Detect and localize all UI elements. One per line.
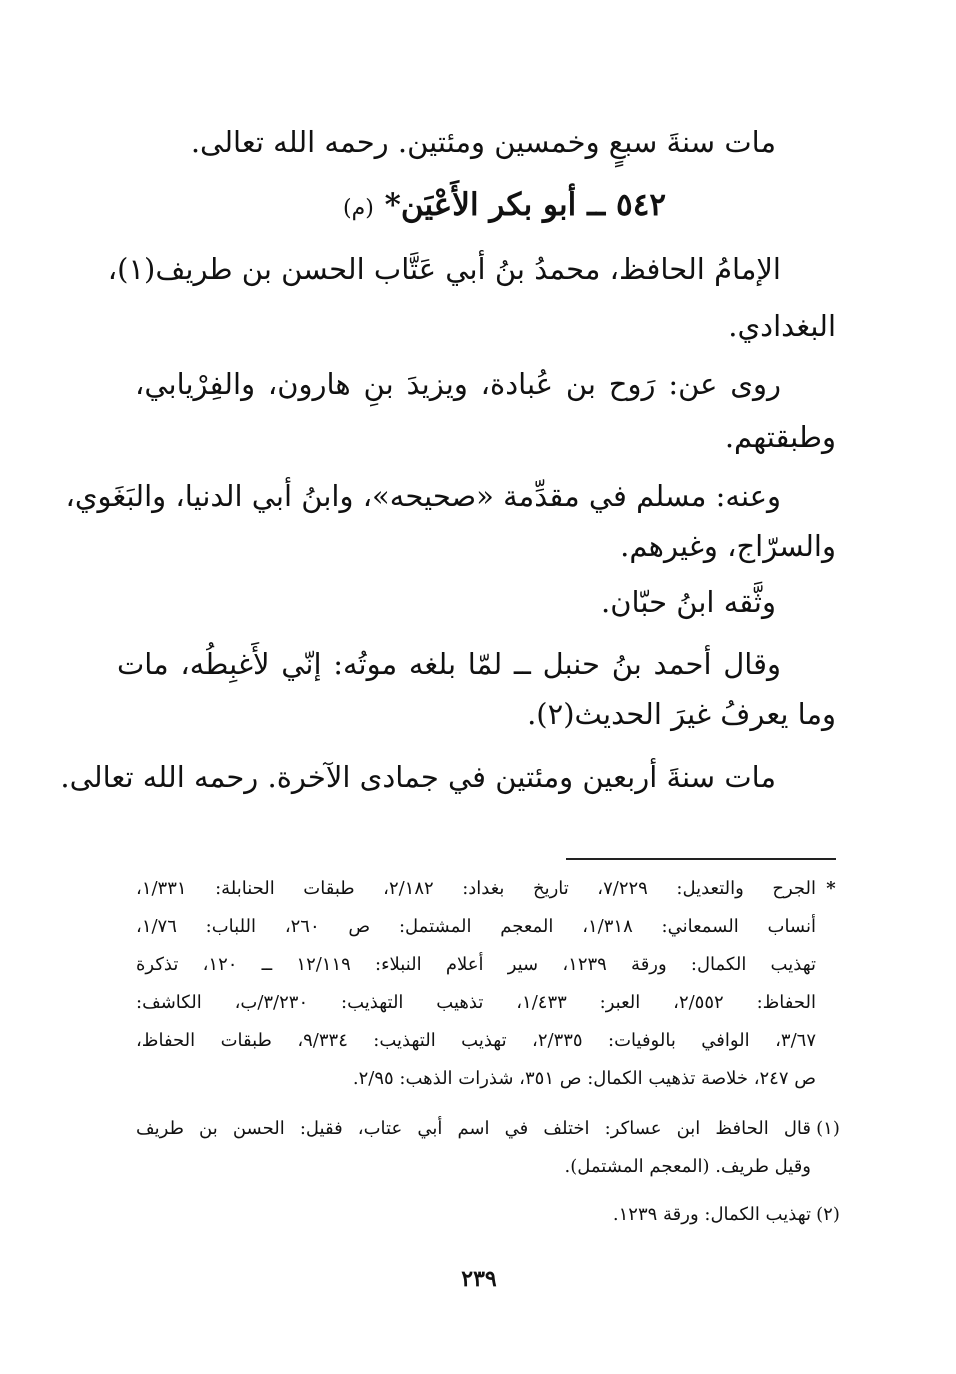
paragraph-6-line-1: مات سنةَ أربعين ومئتين في جمادى الآخرة. رحمه الله تعالى.: [60, 760, 776, 794]
entry-heading: [276, 187, 666, 223]
source-note-line-6: ص ٢٤٧، خلاصة تذهيب الكمال: ص ٣٥١، شذرات الذهب: ٢/٩٥.: [352, 1068, 816, 1089]
footnote-2-line-1: تهذيب الكمال: ورقة ١٢٣٩.: [612, 1204, 811, 1225]
paragraph-4-line-1: وثَّقه ابنُ حبّان.: [601, 585, 776, 619]
footnote-1-line-1: قال الحافظ ابن عساكر: اختلف في اسم أبي عتاب، فقيل: الحسن بن طريف: [136, 1118, 811, 1139]
source-note-line-3: تهذيب الكمال: ورقة ١٢٣٩، سير أعلام النبلاء: ١٢/١١٩ ــ ١٢٠، تذكرة: [136, 954, 816, 975]
entry-heading-title: ٥٤٢ ــ أبو بكر الأَعْيَن*: [384, 187, 666, 223]
footnote-1-marker: (١): [816, 1118, 840, 1139]
source-note-line-1: الجرح والتعديل: ٧/٢٢٩، تاريخ بغداد: ٢/١٨٢، طبقات الحنابلة: ١/٣٣١،: [136, 878, 817, 899]
footnote-separator: [566, 858, 836, 860]
opening-line: مات سنةَ سبعٍ وخمسين ومئتين. رحمه الله تعالى.: [190, 125, 776, 159]
paragraph-1-line-1: الإمامُ الحافظ، محمدُ بنُ أبي عَتَّاب الحسن بن طريف(١)،: [107, 252, 781, 286]
entry-heading-code: (م): [343, 196, 374, 221]
paragraph-2-line-1: روى عن: رَوح بن عُبادة، ويزيدَ بنِ هارون، والفِرْيابي،: [135, 367, 781, 401]
source-note-line-4: الحفاظ: ٢/٥٥٢، العبر: ١/٤٣٣، تذهيب التهذيب: ٣/٢٣٠/ب، الكاشف:: [136, 992, 816, 1013]
paragraph-2-line-2: وطبقتهم.: [724, 420, 836, 454]
source-note-line-5: ٣/٦٧، الوافي بالوفيات: ٢/٣٣٥، تهذيب التهذيب: ٩/٣٣٤، طبقات الحفاظ،: [136, 1030, 816, 1051]
paragraph-3-line-1: وعنه: مسلم في مقدِّمة «صحيحه»، وابنُ أبي الدنيا، والبَغَوي،: [65, 479, 781, 513]
paragraph-5-line-1: وقال أحمد بنُ حنبل ــ لمّا بلغه موتُه: إنّي لأَغبِطُه، مات: [117, 647, 781, 681]
paragraph-1-line-2: البغدادي.: [728, 309, 836, 343]
page-number: ٢٣٩: [461, 1266, 497, 1292]
paragraph-5-line-2: وما يعرفُ غيرَ الحديث(٢).: [527, 697, 836, 731]
source-note-line-2: أنساب السمعاني: ١/٣١٨، المعجم المشتمل: ص ٢٦٠، اللباب: ١/٧٦،: [136, 916, 816, 937]
footnote-2-marker: (٢): [816, 1204, 840, 1225]
source-note-marker: *: [826, 878, 836, 899]
paragraph-3-line-2: والسرّاج، وغيرهم.: [620, 529, 836, 563]
footnote-1-line-2: وقيل طريف. (المعجم المشتمل).: [564, 1156, 811, 1177]
